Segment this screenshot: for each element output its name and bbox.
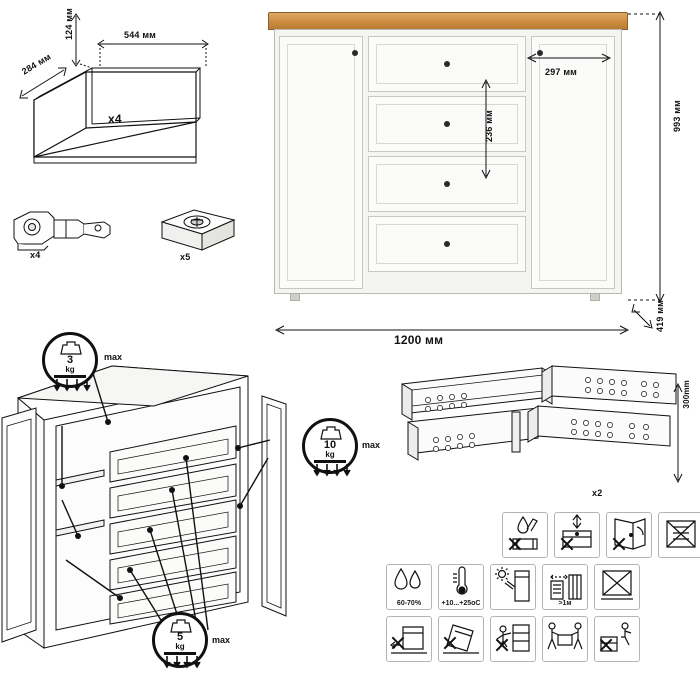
cabinet-door-width-label: 297 мм bbox=[545, 67, 578, 77]
no-tilting-icon bbox=[438, 616, 484, 662]
no-child-climbing-icon bbox=[490, 616, 536, 662]
load-surface-10 bbox=[314, 460, 346, 463]
cabinet-dimensions bbox=[268, 0, 688, 360]
prohibition-slash bbox=[611, 536, 627, 552]
load-value-3: 3 bbox=[66, 354, 74, 366]
caption: 60-70% bbox=[396, 600, 422, 607]
drawer-slide-length-label: 300mm bbox=[682, 380, 691, 409]
hinge-figure bbox=[8, 200, 118, 270]
caption: +10...+25оC bbox=[441, 600, 481, 607]
load-badge-5kg bbox=[152, 612, 208, 668]
drawer-slide-quantity-label: x2 bbox=[592, 488, 603, 498]
load-value-5: 5 bbox=[176, 631, 184, 643]
prohibition-slash bbox=[507, 536, 523, 552]
load-max-label-3: max bbox=[104, 352, 123, 362]
hinge-quantity-label: x4 bbox=[30, 250, 41, 260]
distance-from-heater-icon bbox=[542, 564, 588, 610]
cam-lock-icon bbox=[150, 204, 246, 260]
no-standing-on-furniture-icon bbox=[594, 616, 640, 662]
load-unit-10: kg bbox=[325, 450, 335, 459]
no-leaning-door-icon bbox=[606, 512, 652, 558]
humidity-icon bbox=[386, 564, 432, 610]
no-dragging-icon bbox=[386, 616, 432, 662]
hinge-icon bbox=[8, 200, 118, 260]
load-max-label-5: max bbox=[212, 635, 231, 645]
prohibition-slash bbox=[494, 637, 510, 653]
load-unit-3: kg bbox=[65, 365, 75, 374]
drawer-slide-figure bbox=[392, 360, 691, 510]
prohibition-slash bbox=[559, 536, 575, 552]
cabinet-width-label: 1200 мм bbox=[394, 333, 444, 347]
load-max-label-10: max bbox=[362, 440, 381, 450]
no-direct-sunlight-icon bbox=[490, 564, 536, 610]
load-value-10: 10 bbox=[323, 439, 337, 451]
cam-lock-quantity-label: x5 bbox=[180, 252, 191, 262]
prohibition-slash bbox=[390, 635, 406, 651]
cabinet-depth-label: 419 мм bbox=[655, 300, 665, 333]
cam-lock-figure bbox=[150, 204, 250, 274]
drawer-drawing bbox=[0, 0, 250, 185]
load-unit-5: kg bbox=[175, 642, 185, 651]
care-row-1 bbox=[502, 512, 686, 558]
drawer-slide-icon bbox=[392, 360, 682, 500]
care-pictograms bbox=[386, 512, 686, 668]
no-wet-cleaning-icon bbox=[502, 512, 548, 558]
load-arrows-5 bbox=[161, 656, 203, 668]
drawer-depth-label: 284 мм bbox=[20, 51, 53, 77]
caption: >1м bbox=[558, 600, 572, 607]
cabinet-drawer-height-label: 236 мм bbox=[484, 110, 494, 143]
two-person-carry-icon bbox=[542, 616, 588, 662]
drawer-quantity-label: x4 bbox=[108, 112, 122, 126]
care-row-2 bbox=[386, 564, 686, 610]
care-row-3 bbox=[386, 616, 686, 662]
drawer-height-label: 124 мм bbox=[64, 8, 74, 41]
load-surface-3 bbox=[54, 375, 86, 378]
no-sitting-icon bbox=[658, 512, 700, 558]
prohibition-slash bbox=[598, 637, 614, 653]
load-surface-5 bbox=[164, 652, 196, 655]
drawer-figure bbox=[0, 0, 250, 185]
load-badge-10kg bbox=[302, 418, 358, 474]
no-lifting-by-top-icon bbox=[554, 512, 600, 558]
cabinet-height-label: 993 мм bbox=[672, 100, 682, 133]
load-arrows-3 bbox=[51, 379, 93, 391]
temperature-icon bbox=[438, 564, 484, 610]
load-badge-3kg bbox=[42, 332, 98, 388]
flat-floor-icon bbox=[594, 564, 640, 610]
load-arrows-10 bbox=[311, 464, 353, 476]
drawer-width-label: 544 мм bbox=[124, 30, 157, 40]
prohibition-slash bbox=[442, 635, 458, 651]
